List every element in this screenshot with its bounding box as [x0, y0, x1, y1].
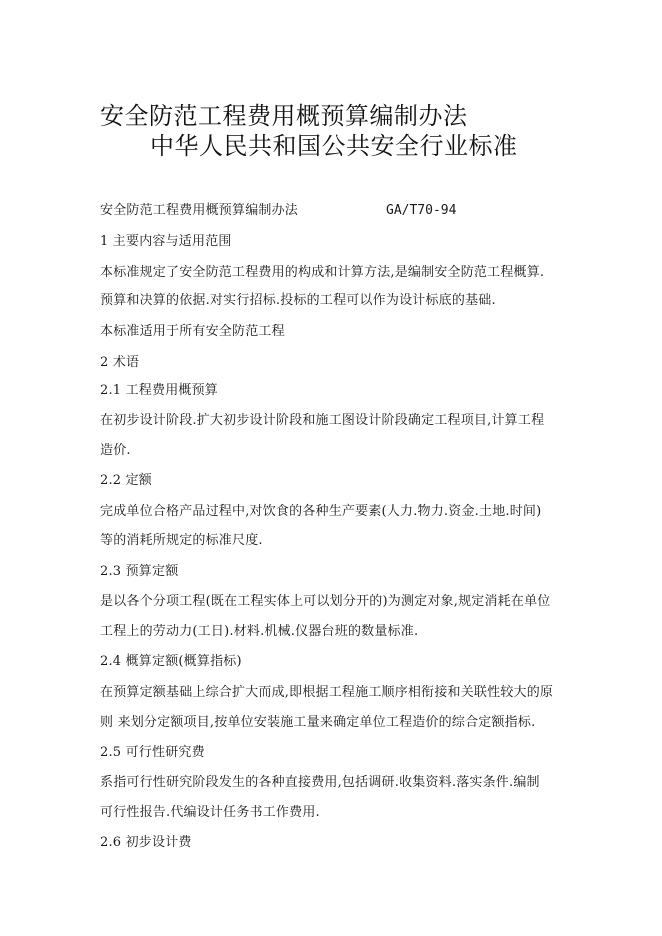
paragraph-line: 在初步设计阶段.扩大初步设计阶段和施工图设计阶段确定工程项目,计算工程 [100, 413, 545, 428]
paragraph-line: 系指可行性研究阶段发生的各种直接费用,包括调研.收集资料.落实条件.编制 [100, 775, 540, 790]
subsection-heading: 2.2 定额 [100, 473, 153, 488]
paragraph-line: 是以各个分项工程(既在工程实体上可以划分开的)为测定对象,规定消耗在单位 [100, 594, 551, 609]
subsection-heading: 2.4 概算定额(概算指标) [100, 654, 242, 669]
standard-name: 安全防范工程费用概预算编制办法 [100, 203, 299, 218]
paragraph-line: 可行性报告.代编设计任务书工作费用. [100, 805, 320, 820]
paragraph-line: 工程上的劳动力(工日).材料.机械.仪器台班的数量标准. [100, 624, 419, 639]
paragraph-line: 则 来划分定额项目,按单位安装施工量来确定单位工程造价的综合定额指标. [100, 715, 536, 730]
paragraph-line: 本标准适用于所有安全防范工程 [100, 324, 285, 339]
paragraph-line: 在预算定额基础上综合扩大而成,即根据工程施工顺序相衔接和关联性较大的原 [100, 685, 554, 700]
subsection-heading: 2.6 初步设计费 [100, 835, 192, 850]
paragraph-line: 造价. [100, 443, 131, 458]
paragraph-line: 完成单位合格产品过程中,对饮食的各种生产要素(人力.物力.资金.土地.时间) [100, 504, 542, 519]
subsection-heading: 2.1 工程费用概预算 [100, 383, 219, 398]
document-title: 安全防范工程费用概预算编制办法 [100, 102, 468, 130]
paragraph-line: 预算和决算的依据.对实行招标.投标的工程可以作为设计标底的基础. [100, 293, 496, 308]
paragraph-line: 本标准规定了安全防范工程费用的构成和计算方法,是编制安全防范工程概算. [100, 265, 545, 280]
subsection-heading: 2.3 预算定额 [100, 564, 179, 579]
paragraph-line: 等的消耗所规定的标准尺度. [100, 533, 263, 548]
subsection-heading: 2.5 可行性研究费 [100, 745, 205, 760]
standard-code: GA/T70-94 [386, 203, 457, 218]
document-subtitle-standard: 中华人民共和国公共安全行业标准 [150, 132, 518, 160]
section-heading: 1 主要内容与适用范围 [100, 234, 232, 249]
section-heading: 2 术语 [100, 355, 140, 370]
